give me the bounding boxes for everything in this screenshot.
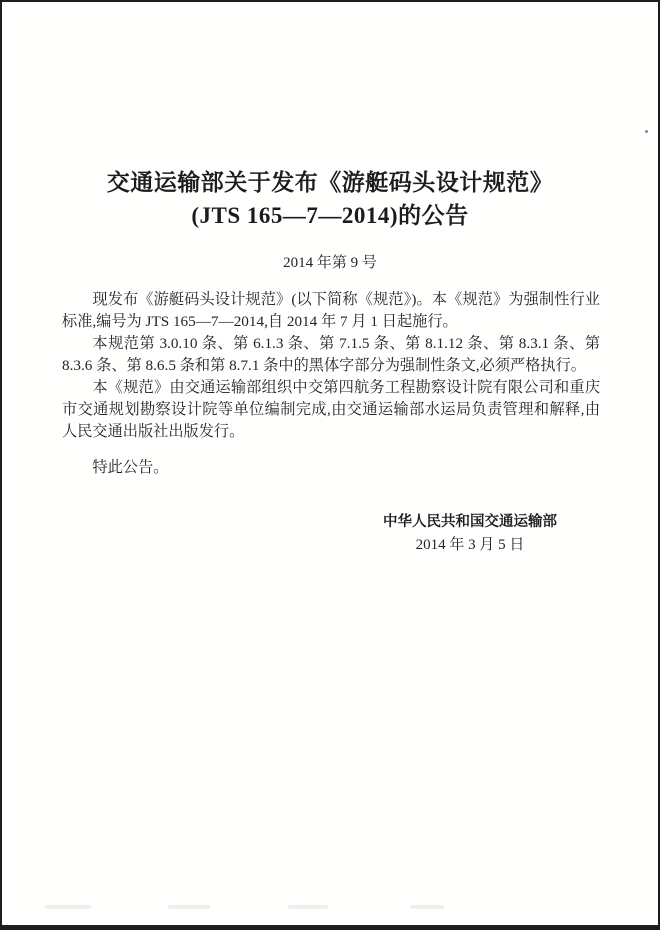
notice-paragraph-3: 本《规范》由交通运输部组织中交第四航务工程勘察设计院有限公司和重庆市交通规划勘察设计院等单位编制完成,由交通运输部水运局负责管理和解释,由人民交通出版社出版发行。 [62,379,600,440]
notice-title [0,166,660,232]
scan-artifact-smudge [288,905,328,909]
issuer-name: 中华人民共和国交通运输部 [383,514,557,530]
signature-block [380,512,560,555]
scan-edge-bottom [0,925,660,930]
scan-edge-top [0,0,660,2]
scan-artifact-smudge [410,905,444,909]
scan-artifact-smudge [45,905,91,909]
notice-paragraph-1: 现发布《游艇码头设计规范》(以下简称《规范》)。本《规范》为强制性行业标准,编号为 JTS 165—7—2014,自 2014 年 7 月 1 日起施行。 [62,291,600,330]
doc-number: 2014 年第 9 号 [283,255,377,271]
notice-body [62,289,600,555]
scan-artifact-dot [645,130,648,133]
scan-edge-left [0,0,2,930]
notice-paragraph-2: 本规范第 3.0.10 条、第 6.1.3 条、第 7.1.5 条、第 8.1.12 条、第 8.3.1 条、第 8.3.6 条、第 8.6.5 条和第 8.7.1 条中的黑体字部分为强制性条文,必须严格执行。 [62,335,600,374]
issue-date: 2014 年 3 月 5 日 [415,537,525,553]
scan-artifact-smudge [168,905,210,909]
closing-line: 特此公告。 [92,459,169,476]
notice-title-line1: 交通运输部关于发布《游艇码头设计规范》 [106,170,554,195]
notice-title-line2: (JTS 165—7—2014)的公告 [191,203,469,228]
